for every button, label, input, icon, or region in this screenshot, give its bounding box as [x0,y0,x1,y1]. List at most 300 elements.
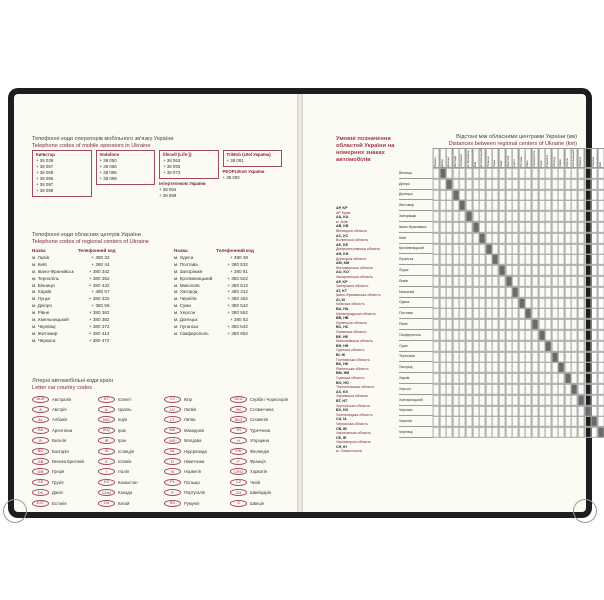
matrix-diagonal-cell [591,416,598,427]
operator-code: + 38 067 [36,164,54,169]
matrix-cell [492,395,499,406]
country-name: Велика Британія [52,459,85,465]
plate-row [230,404,290,414]
matrix-cell [578,308,585,319]
matrix-cell [433,179,440,190]
column-header-name: Назва [32,248,46,253]
matrix-cell [512,352,519,363]
matrix-cell [525,265,532,276]
table-row [174,317,258,324]
matrix-cell [499,427,506,438]
matrix-cell [532,362,539,373]
legend-item [336,362,396,371]
city-phone-code: + 380 652 [227,330,248,336]
matrix-cell [591,330,598,341]
table-row [32,331,120,338]
matrix-cell [459,298,466,309]
matrix-cell [446,319,453,330]
matrix-cell [591,406,598,417]
matrix-cell [459,319,466,330]
matrix-cell [558,395,565,406]
city-phone-code: + 380 372 [88,323,110,329]
operator-box [223,150,283,167]
matrix-column-label: Чернігів [585,148,592,168]
matrix-cell [479,265,486,276]
matrix-cell [446,341,453,352]
matrix-cell [459,287,466,298]
table-row [174,310,258,317]
table-row [32,283,120,290]
matrix-cell [591,222,598,233]
country-name: Ірак [118,427,126,433]
city-name: м. Житомир [32,330,58,336]
matrix-column-label: Черкаси [578,148,585,168]
country-oval-badge: RO [164,500,181,507]
country-name: Словенія [250,417,268,423]
legend-plate-code: BH, HH [336,343,349,348]
regional-codes-table-2 [174,248,258,338]
city-phone-code: + 380 62 [229,317,248,323]
matrix-row-label: Луцьк [399,265,433,276]
country-name: Китай [118,500,130,506]
matrix-cell [591,211,598,222]
matrix-cell [591,244,598,255]
operator-code: + 38 093 [163,164,181,169]
matrix-cell [591,395,598,406]
matrix-column-label: Хмельницький [571,148,578,168]
matrix-row [433,211,604,222]
left-page [14,94,297,512]
legend-item [336,335,396,344]
country-name: Болгарія [52,448,69,454]
matrix-cell [525,200,532,211]
matrix-cell [499,384,506,395]
matrix-cell [433,330,440,341]
city-name: м. Херсон [174,310,196,316]
matrix-cell [578,254,585,265]
operator-box [32,150,92,197]
legend-region: Київська область [336,302,365,307]
country-name: Австрія [52,407,67,413]
operator-code: + 38 099 [99,176,117,181]
matrix-cell [446,276,453,287]
country-oval-badge: H [230,437,247,444]
matrix-cell [578,276,585,287]
matrix-cell [466,265,473,276]
matrix-cell [512,298,519,309]
matrix-cell [512,330,519,341]
matrix-cell [446,427,453,438]
legend-plate-code: AP, KP [336,206,348,210]
country-oval-badge: P [164,489,181,496]
matrix-column-label: Рівне [525,148,532,168]
matrix-cell [459,265,466,276]
matrix-cell [598,384,604,395]
matrix-cell [578,244,585,255]
matrix-cell [532,352,539,363]
plate-row [164,498,224,508]
matrix-cell [578,384,585,395]
operator-name: TriMob (Utel Україна) [226,152,271,157]
matrix-cell [532,168,539,179]
plate-row [32,436,92,446]
matrix-cell [558,287,565,298]
matrix-cell [532,416,539,427]
country-name: Македонія [184,427,205,433]
city-name: м. Хмельницький [32,317,69,323]
plate-region-legend [336,206,396,454]
matrix-cell [459,406,466,417]
legend-item [336,371,396,380]
matrix-cell [558,384,565,395]
matrix-cell [525,352,532,363]
matrix-row-label: Луганськ [399,254,433,265]
matrix-cell [598,319,604,330]
country-oval-badge: GB [32,458,49,465]
legend-region: м. Київ [336,219,348,224]
legend-plate-code: AE, KE [336,242,348,247]
country-oval-badge: RA [32,427,49,434]
table-row [174,289,258,296]
matrix-cell [525,168,532,179]
city-phone-code: + 380 412 [88,330,110,336]
country-oval-badge: LV [164,406,181,413]
operator-code: + 38 094 [159,187,177,192]
matrix-cell [591,373,598,384]
open-planner-book [8,88,602,518]
operators-grid [32,150,282,199]
country-name: Аргентина [52,427,73,433]
matrix-column-label: Миколаїв [506,148,513,168]
table-row [32,269,120,276]
matrix-cell [466,373,473,384]
column-header-code: Телефонний код [216,248,254,253]
country-name: Фінляндія [250,448,270,454]
legend-region: Кіровоградська область [336,311,376,316]
matrix-cell [591,352,598,363]
matrix-cell [598,233,604,244]
matrix-cell [578,200,585,211]
country-name: Нідерланди [184,448,207,454]
legend-region: Вінницька область [336,228,368,233]
matrix-column-label: Тернопіль [545,148,552,168]
matrix-cell [492,179,499,190]
legend-item [336,298,396,307]
matrix-diagonal-cell [545,341,552,352]
matrix-diagonal-cell [578,395,585,406]
plate-row [98,436,158,446]
matrix-cell [558,168,565,179]
city-name: м. Вінниця [32,282,55,288]
matrix-cell [598,200,604,211]
matrix-cell [545,233,552,244]
matrix-cell [492,373,499,384]
matrix-cell [525,179,532,190]
matrix-cell [512,427,519,438]
city-name: м. Тернопіль [32,275,60,281]
regional-title-en: Telephone codes of regional centers of Ukraine [32,239,149,245]
operator-code: + 38 068 [36,170,54,175]
operator-code: + 38 092 [222,175,240,180]
plate-row [164,415,224,425]
matrix-cell [578,427,585,438]
legend-title: Умовні позначення областей України на номерних знаках автомобілів [336,136,395,163]
city-phone-code: + 380 57 [91,289,110,295]
matrix-cell [525,244,532,255]
matrix-row-label: Рівне [399,319,433,330]
matrix-cell [433,168,440,179]
country-oval-badge: MD [164,437,181,444]
matrix-row-names [399,168,433,438]
city-phone-code: + 380 462 [227,296,248,302]
country-oval-badge: BG [32,448,49,455]
matrix-cell [479,395,486,406]
matrix-row [433,373,604,384]
table-header-row [174,248,258,255]
matrix-diagonal-cell [499,265,506,276]
matrix-row [433,287,604,298]
table-row [32,262,120,269]
country-name: Литва [184,417,196,423]
matrix-cell [459,308,466,319]
legend-plate-code: AB, KB [336,224,349,229]
matrix-cell [459,179,466,190]
matrix-row-label: Харків [399,373,433,384]
matrix-cell [545,190,552,201]
matrix-cell [525,406,532,417]
matrix-cell [433,244,440,255]
matrix-cell [479,298,486,309]
matrix-cell [499,190,506,201]
matrix-cell [525,341,532,352]
operator-code: + 38 089 [159,193,177,198]
matrix-cell [578,179,585,190]
country-oval-badge: SK [230,406,247,413]
country-oval-badge: A [32,406,49,413]
matrix-row [433,190,604,201]
operator-code: + 38 073 [163,170,181,175]
matrix-row-label: Одеса [399,298,433,309]
legend-item [336,261,396,270]
matrix-cell [578,168,585,179]
matrix-column-label: Львів [499,148,506,168]
plates-title-ua: Літерні автомобільні коди країн [32,378,114,384]
matrix-row [433,254,604,265]
matrix-row-label: Миколаїв [399,287,433,298]
matrix-cell [446,233,453,244]
matrix-cell [591,427,598,438]
city-phone-code: + 380 432 [88,282,110,288]
matrix-cell [479,200,486,211]
legend-plate-code: AC, KC [336,233,349,238]
matrix-row-label: Донецьк [399,190,433,201]
legend-region: Запорізька область [336,284,369,289]
matrix-column-label: Донецьк [446,148,453,168]
matrix-cell [433,276,440,287]
country-name: Єгипет [118,396,132,402]
city-phone-code: + 380 382 [88,317,110,323]
matrix-cell [499,298,506,309]
matrix-cell [466,233,473,244]
operator-code: + 38 066 [99,164,117,169]
matrix-column-label: Київ [598,148,604,168]
country-name: Норвегія [184,469,201,475]
plate-row [230,425,290,435]
city-name: м. Рівне [32,310,50,316]
matrix-cell [558,265,565,276]
matrix-cell [532,427,539,438]
matrix-diagonal-cell [525,308,532,319]
legend-plate-code: BI, HI [336,353,346,357]
matrix-row [433,406,604,417]
page-corner-mark [3,499,27,523]
country-oval-badge: AL [32,416,49,423]
matrix-cell [545,298,552,309]
matrix-row-label: Полтава [399,308,433,319]
legend-plate-code: AX, KX [336,389,348,394]
plate-row [98,488,158,498]
legend-region: Херсонська область [336,403,370,408]
matrix-cell [499,352,506,363]
matrix-cell [459,373,466,384]
country-name: Естонія [52,500,67,506]
country-oval-badge: CRO [230,468,247,475]
country-oval-badge: N [164,468,181,475]
country-oval-badge: IL [98,406,115,413]
matrix-row [433,298,604,309]
table-row [32,338,120,345]
matrix-cell [459,190,466,201]
plate-row [230,498,290,508]
matrix-cell [558,233,565,244]
plate-row [164,394,224,404]
matrix-cell [492,244,499,255]
matrix-row [433,416,604,427]
matrix-cell [525,362,532,373]
regional-title-ua: Телефонні коди обласних центрів України [32,232,141,238]
legend-item [336,390,396,399]
legend-region: Дніпропетровська область [336,247,381,252]
matrix-cell [532,384,539,395]
matrix-column-label: Харків [558,148,565,168]
matrix-column-label: Київ [473,148,480,168]
matrix-row-label: Черкаси [399,406,433,417]
legend-region: Донецька область [336,256,367,261]
legend-plate-code: CB, IB [336,426,347,431]
matrix-cell [558,179,565,190]
matrix-cell [433,200,440,211]
matrix-cell [459,395,466,406]
matrix-grid [433,148,604,438]
matrix-row-label: Чернівці [399,427,433,438]
legend-region: АР Крим [336,210,351,215]
matrix-cell [545,211,552,222]
matrix-cell [545,244,552,255]
country-name: Канада [118,490,133,496]
city-phone-code: + 380 312 [227,289,248,295]
matrix-row [433,330,604,341]
matrix-cell [466,406,473,417]
legend-region: м. Севастополь [336,449,363,454]
city-name: м. Івано-Франківськ [32,268,74,274]
plate-row [230,436,290,446]
city-phone-code: + 380 532 [227,261,248,267]
matrix-cell [459,254,466,265]
plate-row [230,415,290,425]
table-row [174,331,258,338]
legend-plate-code: BX, HX [336,408,348,413]
country-name: Туреччина [250,427,271,433]
table-row [32,255,120,262]
operator-name: Інтертелеком України [159,181,206,186]
matrix-cell [545,200,552,211]
matrix-cell [466,319,473,330]
operator-box [96,150,156,185]
matrix-cell [512,254,519,265]
city-phone-code: + 380 56 [91,303,110,309]
table-row [174,262,258,269]
plate-row [164,467,224,477]
country-name: Хорватія [250,469,267,475]
legend-plate-code: CE, IE [336,435,347,440]
country-name: Угорщина [250,438,269,444]
matrix-cell [578,211,585,222]
city-phone-code: + 380 522 [227,275,248,281]
legend-item [336,399,396,408]
matrix-cell [499,406,506,417]
matrix-cell [545,265,552,276]
city-phone-code: + 380 542 [227,303,248,309]
matrix-cell [479,427,486,438]
matrix-cell [479,254,486,265]
plate-row [164,425,224,435]
matrix-cell [578,406,585,417]
matrix-cell [433,222,440,233]
matrix-cell [532,373,539,384]
legend-item [336,427,396,436]
legend-plate-code: BA, HA [336,307,349,312]
matrix-cell [466,168,473,179]
legend-item [336,381,396,390]
matrix-cell [466,254,473,265]
matrix-cell [578,319,585,330]
country-name: Ісландія [118,448,134,454]
matrix-cell [591,233,598,244]
matrix-cell [492,190,499,201]
matrix-cell [499,233,506,244]
city-name: м. Луцьк [32,296,51,302]
matrix-cell [446,373,453,384]
country-oval-badge: S [230,500,247,507]
matrix-cell [545,276,552,287]
matrix-cell [499,362,506,373]
matrix-cell [492,319,499,330]
matrix-row-label: Кропивницький [399,244,433,255]
legend-plate-code: AM, KM [336,261,350,266]
city-phone-code: + 380 332 [88,296,110,302]
operators-title-en: Telephone codes of mobile operators in Ukraine [32,143,151,149]
matrix-cell [532,233,539,244]
matrix-cell [466,341,473,352]
matrix-diagonal-cell [558,362,565,373]
country-name: Албанія [52,417,68,423]
matrix-cell [558,352,565,363]
matrix-cell [558,190,565,201]
country-oval-badge: D [164,458,181,465]
matrix-column-label: Житомир [453,148,460,168]
legend-region: Львівська область [336,330,367,335]
matrix-cell [545,308,552,319]
